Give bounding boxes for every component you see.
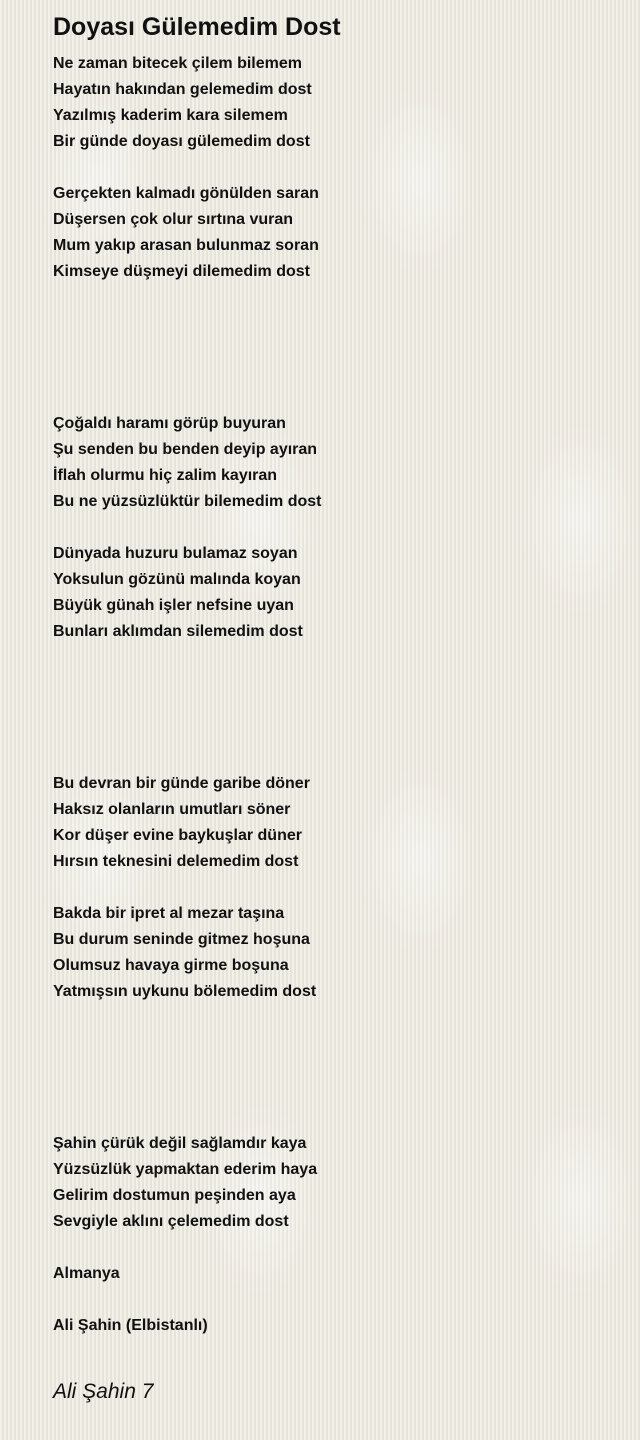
- poem-line: Büyük günah işler nefsine uyan: [53, 597, 294, 614]
- poem-line: Bu ne yüzsüzlüktür bilemedim dost: [53, 493, 322, 510]
- poem-line: Hayatın hakından gelemedim dost: [53, 81, 312, 98]
- poem-line: Yazılmış kaderim kara silemem: [53, 107, 288, 124]
- poem-line: Bu devran bir günde garibe döner: [53, 775, 310, 792]
- author-name: Ali Şahin 7: [53, 1380, 154, 1403]
- poem-line: Bir günde doyası gülemedim dost: [53, 133, 310, 150]
- poem-line: Hırsın teknesini delemedim dost: [53, 853, 299, 870]
- poem-line: Gerçekten kalmadı gönülden saran: [53, 185, 319, 202]
- poem-line: Yoksulun gözünü malında koyan: [53, 571, 301, 588]
- poem-line: Kor düşer evine baykuşlar düner: [53, 827, 302, 844]
- poem-line: Bakda bir ipret al mezar taşına: [53, 905, 285, 922]
- poem-line: Sevgiyle aklını çelemedim dost: [53, 1213, 289, 1230]
- poem-line: Haksız olanların umutları söner: [53, 801, 291, 818]
- poem-place: Almanya: [53, 1265, 120, 1282]
- poem-line: Bu durum seninde gitmez hoşuna: [53, 931, 310, 948]
- poem-line: Şahin çürük değil sağlamdır kaya: [53, 1135, 307, 1152]
- poem-line: Şu senden bu benden deyip ayıran: [53, 441, 318, 458]
- poem-line: Olumsuz havaya girme boşuna: [53, 957, 289, 974]
- poem-line: Mum yakıp arasan bulunmaz soran: [53, 237, 319, 254]
- poem-line: Yüzsüzlük yapmaktan ederim haya: [53, 1161, 318, 1178]
- poem-line: Dünyada huzuru bulamaz soyan: [53, 545, 298, 562]
- poem-line: Düşersen çok olur sırtına vuran: [53, 211, 294, 228]
- poem-line: Çoğaldı haramı görüp buyuran: [53, 415, 286, 432]
- poem-line: Gelirim dostumun peşinden aya: [53, 1187, 296, 1204]
- poem-line: Bunları aklımdan silemedim dost: [53, 623, 303, 640]
- poem-line: Kimseye düşmeyi dilemedim dost: [53, 263, 310, 280]
- poem-line: Ne zaman bitecek çilem bilemem: [53, 55, 302, 72]
- poem-signature: Ali Şahin (Elbistanlı): [53, 1317, 208, 1334]
- poem-title: Doyası Gülemedim Dost: [53, 13, 341, 41]
- poem-line: İflah olurmu hiç zalim kayıran: [53, 467, 278, 484]
- poem-line: Yatmışsın uykunu bölemedim dost: [53, 983, 317, 1000]
